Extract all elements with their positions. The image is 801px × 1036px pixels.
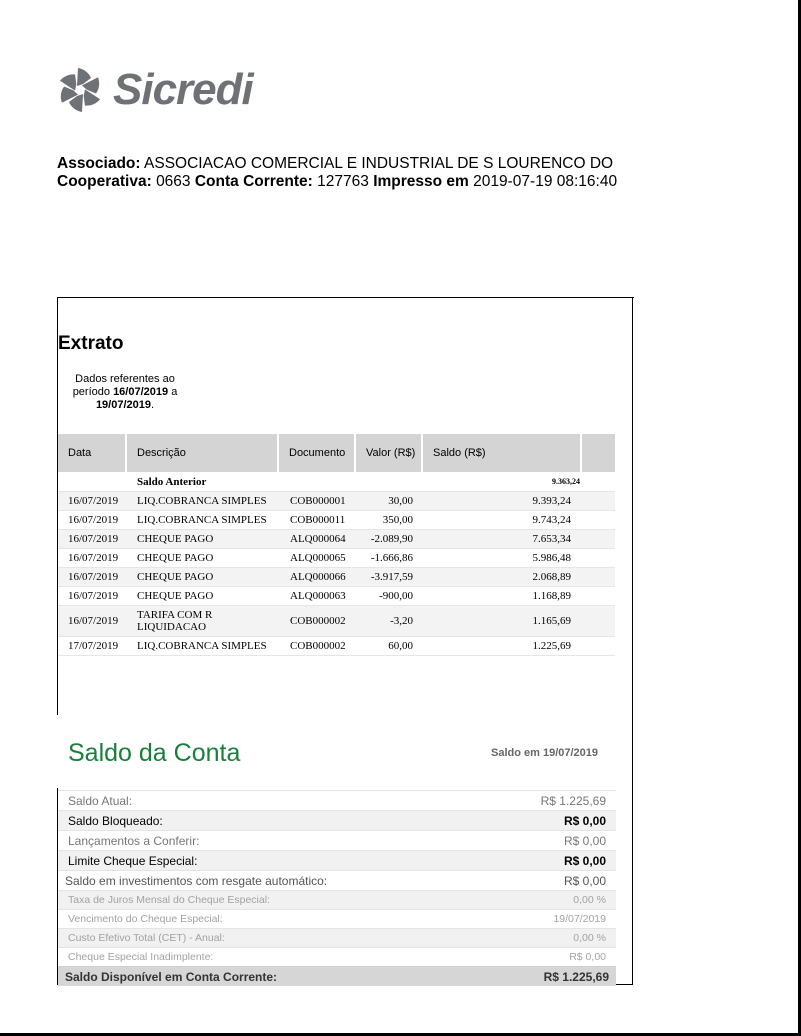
impresso-value: 2019-07-19 08:16:40 <box>473 173 618 190</box>
balance-value: R$ 1.225,69 <box>540 793 606 808</box>
cell-data: 16/07/2019 <box>68 533 119 545</box>
cell-documento: COB000011 <box>290 514 346 526</box>
cell-data: 16/07/2019 <box>68 495 119 507</box>
cell-documento: COB000002 <box>290 615 346 627</box>
cell-documento: ALQ000066 <box>290 571 346 583</box>
saldo-anterior-value: 9.363,24 <box>552 477 580 486</box>
col-documento: Documento <box>279 434 356 472</box>
cell-saldo: 9.743,24 <box>532 514 571 526</box>
period-a: a <box>171 386 178 398</box>
account-header <box>57 155 617 191</box>
col-valor: Valor (R$) <box>356 434 423 472</box>
cell-descricao: LIQ.COBRANCA SIMPLES <box>137 514 267 526</box>
table-row <box>58 530 615 549</box>
cell-data: 16/07/2019 <box>68 590 119 602</box>
balance-value: 0,00 % <box>573 932 606 944</box>
balance-total-row <box>58 966 616 986</box>
cooperativa-value: 0663 <box>156 173 191 190</box>
period-dot: . <box>151 399 155 411</box>
table-row <box>58 568 615 587</box>
cell-saldo: 1.225,69 <box>532 640 571 652</box>
box-border-top <box>57 297 634 298</box>
balance-row <box>58 947 616 966</box>
col-spacer <box>582 434 615 472</box>
balance-label: Taxa de Juros Mensal do Cheque Especial: <box>68 894 270 906</box>
conta-label: Conta Corrente: <box>194 173 313 190</box>
balance-value: R$ 0,00 <box>563 813 606 828</box>
sicredi-logo <box>55 62 253 117</box>
cell-saldo: 1.168,89 <box>532 590 571 602</box>
balance-row <box>58 890 616 909</box>
period-line1: Dados referentes ao <box>75 373 175 385</box>
cell-documento: COB000001 <box>290 495 346 507</box>
balance-label: Saldo Atual: <box>68 793 133 808</box>
cell-saldo: 5.986,48 <box>532 552 571 564</box>
balance-row <box>58 909 616 928</box>
conta-value: 127763 <box>317 173 369 190</box>
balance-row <box>58 850 616 870</box>
cell-documento: COB000002 <box>290 640 346 652</box>
cell-descricao: LIQ.COBRANCA SIMPLES <box>137 495 267 507</box>
table-row <box>58 549 615 568</box>
period-info <box>64 373 186 412</box>
transactions-header <box>58 434 615 472</box>
balance-value: R$ 0,00 <box>563 833 606 848</box>
cell-documento: ALQ000065 <box>290 552 346 564</box>
cell-saldo: 9.393,24 <box>532 495 571 507</box>
transactions-table <box>58 472 615 656</box>
period-start: 16/07/2019 <box>113 386 169 398</box>
period-line3 <box>64 399 186 412</box>
cell-documento: ALQ000064 <box>290 533 346 545</box>
cell-descricao: LIQ.COBRANCA SIMPLES <box>137 640 267 652</box>
balance-label: Cheque Especial Inadimplente: <box>68 951 214 963</box>
cell-valor: 350,00 <box>382 514 413 526</box>
balance-value: R$ 0,00 <box>569 951 606 963</box>
table-row <box>58 511 615 530</box>
cell-valor: -3,20 <box>390 615 413 627</box>
balance-total-label: Saldo Disponível em Conta Corrente: <box>65 969 278 984</box>
extrato-title: Extrato <box>58 333 124 354</box>
balance-label: Limite Cheque Especial: <box>68 853 198 868</box>
table-row <box>58 606 615 637</box>
saldo-conta-title: Saldo da Conta <box>68 739 241 767</box>
balance-table <box>58 790 616 986</box>
cell-data: 17/07/2019 <box>68 640 119 652</box>
period-line2 <box>64 386 186 399</box>
cell-valor: -2.089,90 <box>370 533 413 545</box>
table-row <box>58 587 615 606</box>
cell-descricao: CHEQUE PAGO <box>137 571 214 583</box>
balance-label: Lançamentos a Conferir: <box>68 833 200 848</box>
balance-row <box>58 870 616 890</box>
balance-row <box>58 830 616 850</box>
cell-documento: ALQ000063 <box>290 590 346 602</box>
box-border-right <box>632 297 633 985</box>
cell-valor: -3.917,59 <box>370 571 413 583</box>
logo-wordmark: Sicredi <box>113 64 253 114</box>
table-row <box>58 637 615 656</box>
cell-descricao: CHEQUE PAGO <box>137 590 214 602</box>
cooperativa-label: Cooperativa: <box>57 173 152 190</box>
period-end: 19/07/2019 <box>95 399 151 411</box>
associado-line <box>57 155 617 173</box>
cell-descricao: TARIFA COM R LIQUIDACAO <box>137 609 213 633</box>
balance-total-value: R$ 1.225,69 <box>543 969 609 984</box>
col-descricao: Descrição <box>127 434 279 472</box>
balance-value: 0,00 % <box>573 894 606 906</box>
cell-valor: 60,00 <box>388 640 413 652</box>
cell-valor: 30,00 <box>388 495 413 507</box>
balance-row <box>58 790 616 810</box>
cell-saldo: 7.653,34 <box>532 533 571 545</box>
cell-descricao: CHEQUE PAGO <box>137 552 214 564</box>
balance-value: R$ 0,00 <box>563 873 606 888</box>
period-prefix: período <box>72 386 110 398</box>
balance-label: Vencimento do Cheque Especial: <box>68 913 223 925</box>
sicredi-logo-icon <box>55 65 105 115</box>
cell-saldo: 2.068,89 <box>532 571 571 583</box>
balance-label: Saldo Bloqueado: <box>68 813 163 828</box>
cell-valor: -1.666,86 <box>370 552 413 564</box>
balance-value: 19/07/2019 <box>553 913 606 925</box>
impresso-label: Impresso em <box>373 173 469 190</box>
associado-value: ASSOCIACAO COMERCIAL E INDUSTRIAL DE S LOURENCO DO <box>144 155 614 172</box>
cell-data: 16/07/2019 <box>68 571 119 583</box>
balance-label: Saldo em investimentos com resgate automático: <box>65 873 328 888</box>
balance-row <box>58 810 616 830</box>
balance-label: Custo Efetivo Total (CET) - Anual: <box>68 932 225 944</box>
associado-label: Associado: <box>57 155 141 172</box>
cell-data: 16/07/2019 <box>68 514 119 526</box>
saldo-anterior-label: Saldo Anterior <box>137 475 207 488</box>
col-saldo: Saldo (R$) <box>423 434 582 472</box>
table-row <box>58 492 615 511</box>
saldo-anterior-row <box>58 472 615 492</box>
balance-value: R$ 0,00 <box>563 853 606 868</box>
cell-data: 16/07/2019 <box>68 552 119 564</box>
cell-valor: -900,00 <box>379 590 413 602</box>
saldo-date: Saldo em 19/07/2019 <box>491 747 599 759</box>
cell-data: 16/07/2019 <box>68 615 119 627</box>
balance-row <box>58 928 616 947</box>
col-data: Data <box>58 434 127 472</box>
cooperativa-line <box>57 173 617 191</box>
cell-descricao: CHEQUE PAGO <box>137 533 214 545</box>
cell-saldo: 1.165,69 <box>532 615 571 627</box>
